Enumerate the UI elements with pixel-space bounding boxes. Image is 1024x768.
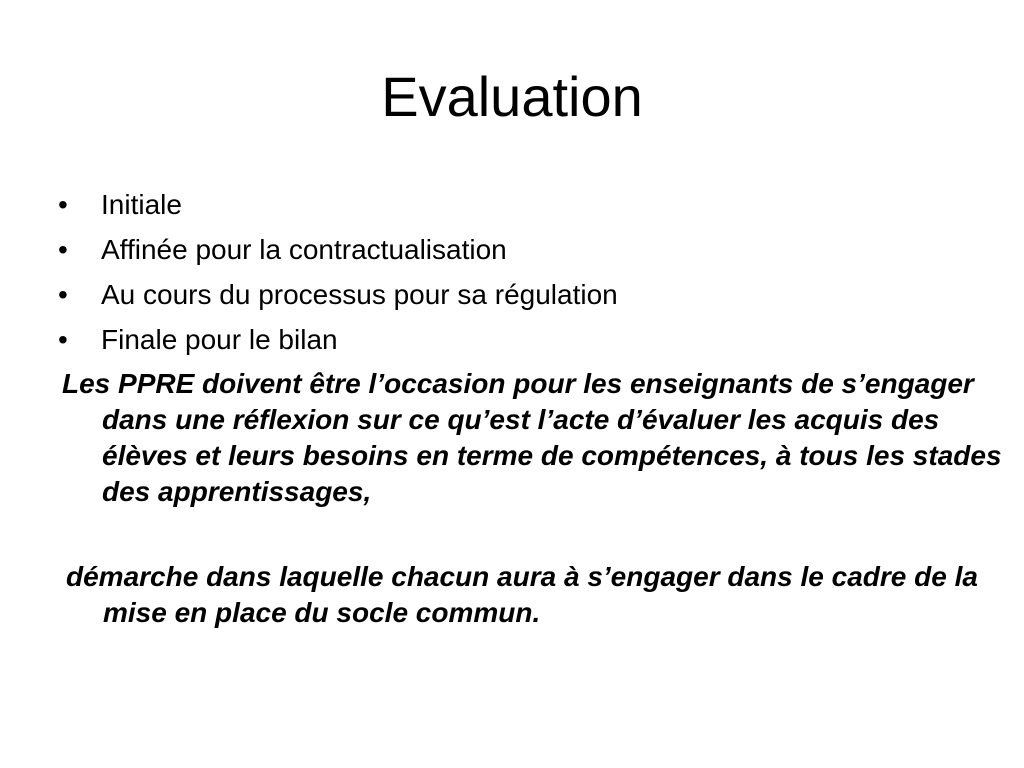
bullet-text: Affinée pour la contractualisation — [101, 234, 507, 265]
bullet-list — [58, 182, 988, 362]
paragraph-demarche: démarche dans laquelle chacun aura à s’engager dans le cadre de la mise en place du socle commun. — [66, 561, 978, 628]
bullet-icon: • — [58, 234, 68, 265]
bullet-text: Initiale — [101, 189, 182, 220]
slide-title: Evaluation — [381, 65, 643, 128]
bullet-icon: • — [58, 279, 68, 310]
bullet-icon: • — [58, 324, 68, 355]
bullet-item-initiale — [58, 182, 988, 227]
bullet-icon: • — [58, 189, 68, 220]
bullet-text: Finale pour le bilan — [101, 324, 338, 355]
bullet-item-au-cours — [58, 272, 988, 317]
bullet-item-finale — [58, 317, 988, 362]
paragraph-ppre: Les PPRE doivent être l’occasion pour les enseignants de s’engager dans une réflexion sur ce qu’est l’acte d’évaluer les acquis des élèves et leurs besoins en terme de compétences, à tous les stades des apprentissages, — [62, 368, 1002, 507]
bullet-text: Au cours du processus pour sa régulation — [101, 279, 618, 310]
bullet-item-affinee — [58, 227, 988, 272]
